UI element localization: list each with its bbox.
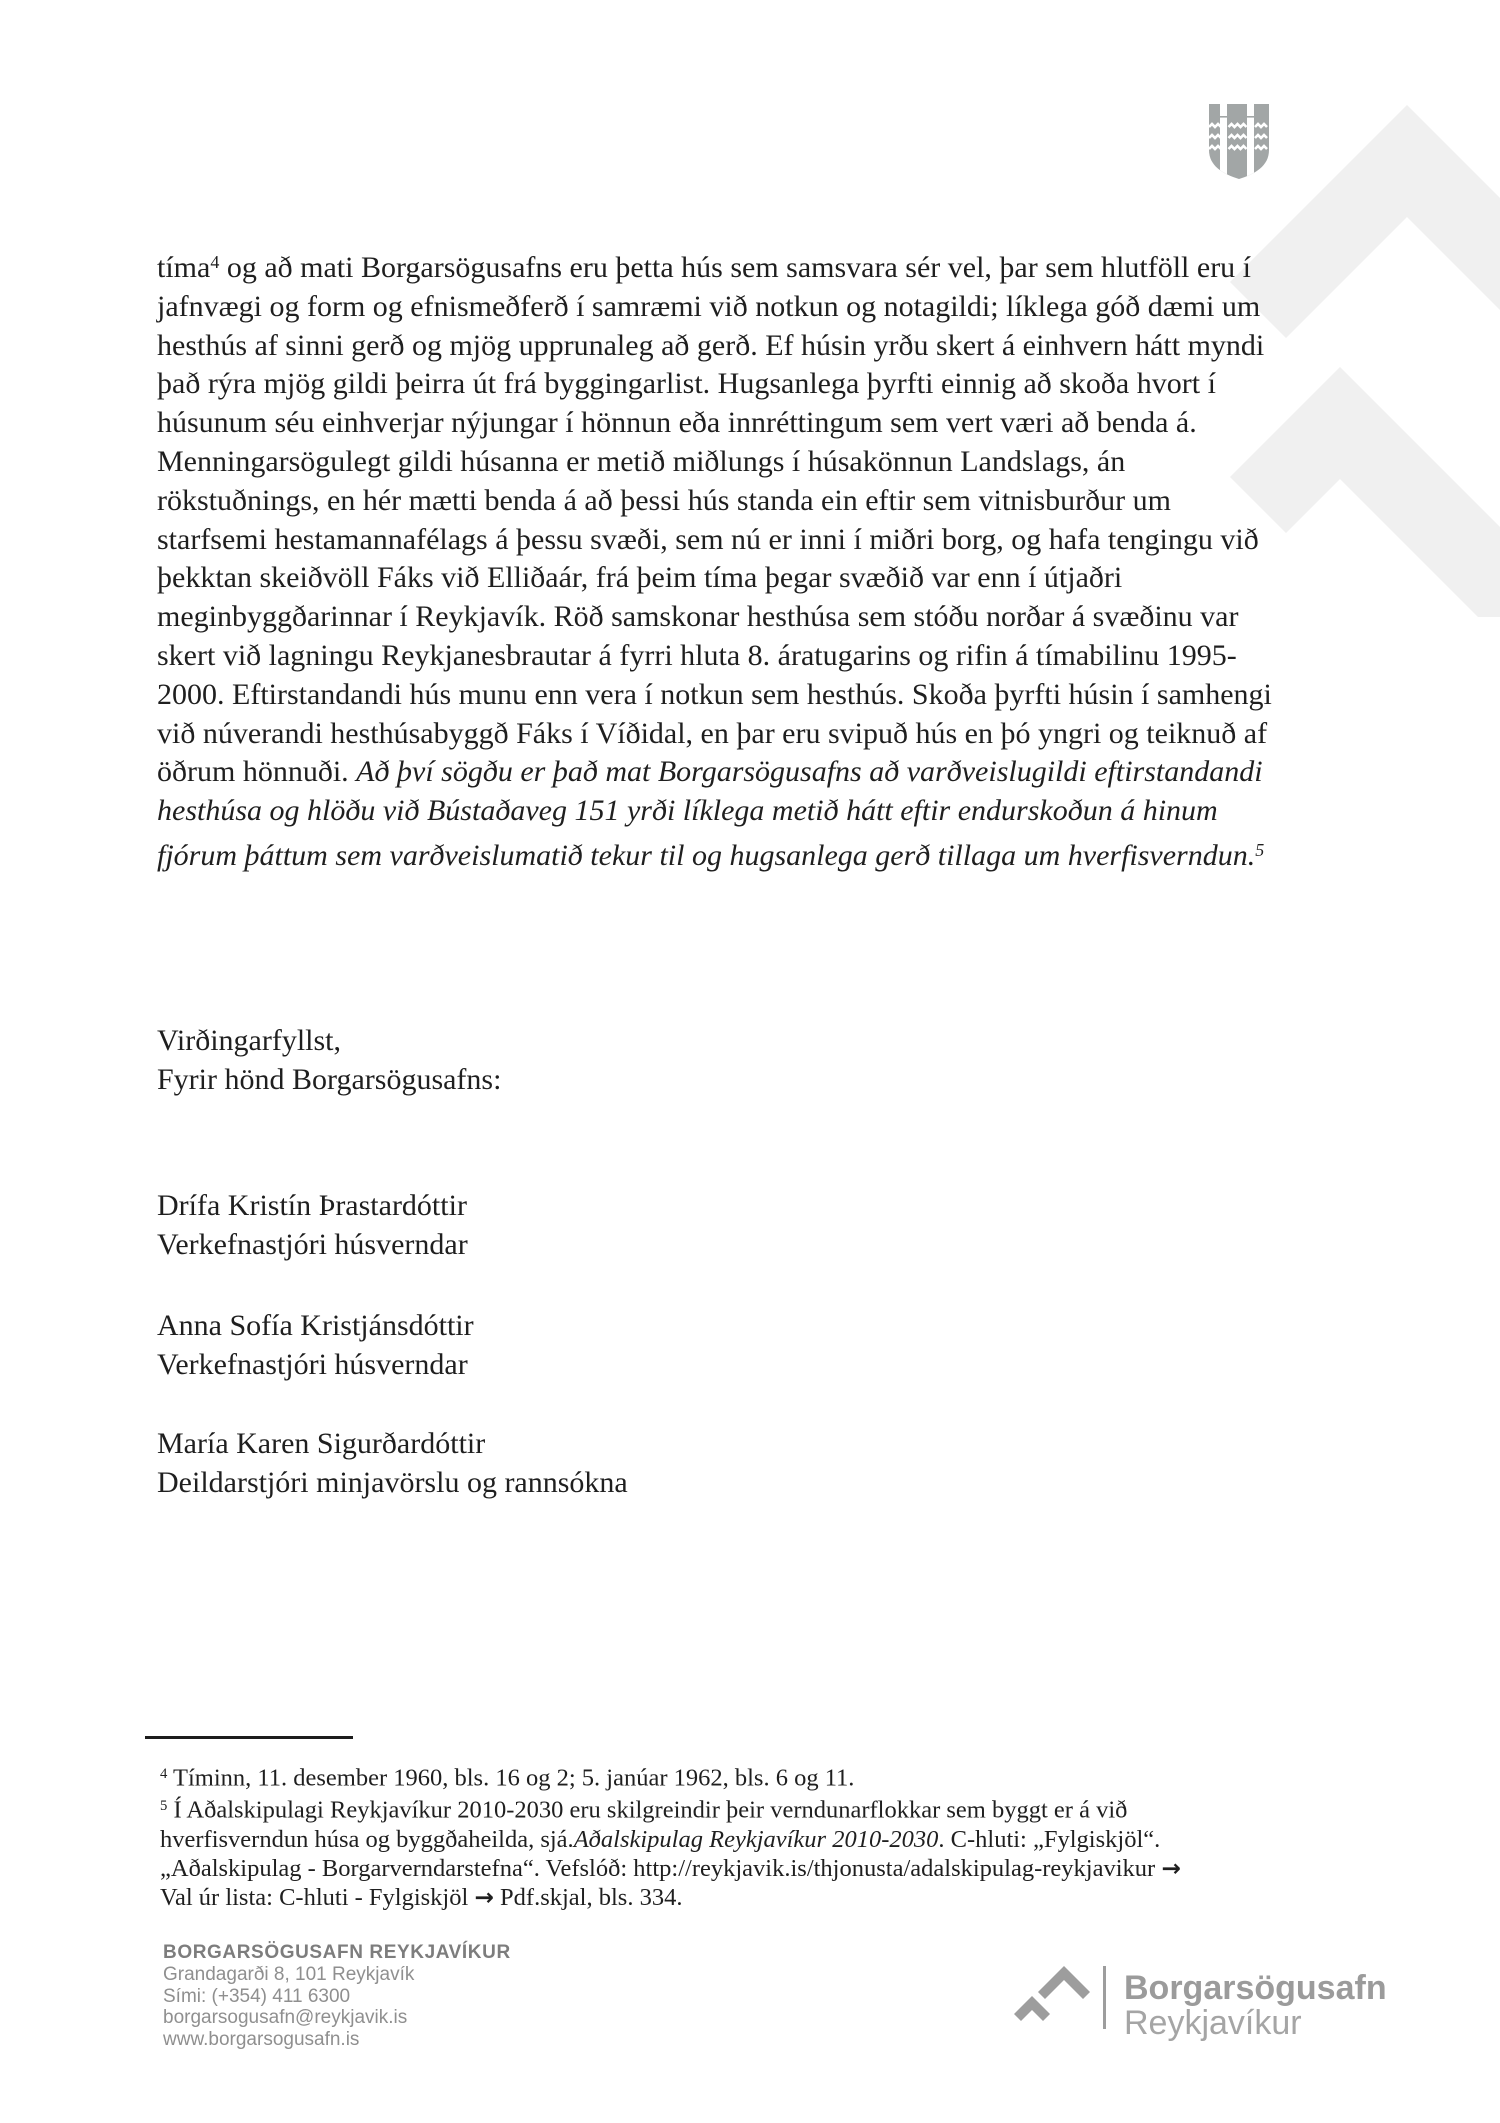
closing-block bbox=[157, 1022, 501, 1100]
signatory-name: María Karen Sigurðardóttir bbox=[157, 1427, 486, 1460]
signature-block bbox=[157, 1425, 628, 1503]
text-line: hverfisverndun húsa og byggðaheilda, sjá.Aðalskipulag Reykjavíkur 2010-2030. C-hluti: „Fylgiskjöl“. bbox=[160, 1825, 1161, 1853]
text-line: hesthúsa og hlöðu við Bústaðaveg 151 yrði líklega metið hátt eftir endurskoðun á hinum bbox=[157, 794, 1218, 828]
museum-logo-chevrons-icon bbox=[1002, 1958, 1094, 2035]
signature-block bbox=[157, 1307, 474, 1385]
text-line: öðrum hönnuði. Að því sögðu er það mat Borgarsögusafns að varðveislugildi eftirstandandi bbox=[157, 755, 1263, 789]
text-line: rökstuðnings, en hér mætti benda á að þessi hús standa ein eftir sem vitnisburður um bbox=[157, 483, 1171, 517]
footer-email: borgarsogusafn@reykjavik.is bbox=[163, 2007, 408, 2029]
text-line: 2000. Eftirstandandi hús munu enn vera í notkun sem hesthús. Skoða þyrfti húsin í samhengi bbox=[157, 677, 1272, 711]
footer-website: www.borgarsogusafn.is bbox=[163, 2029, 360, 2051]
text-line: húsunum séu einhverjar nýjungar í hönnun eða innréttingum sem vert væri að benda á. bbox=[157, 406, 1197, 440]
footer-address: Grandagarði 8, 101 Reykjavík bbox=[163, 1963, 415, 1985]
footnotes-block bbox=[160, 1760, 1340, 1912]
text-line: $^5$ Í Aðalskipulagi Reykjavíkur 2010-2030 eru skilgreindir þeir verndunarflokkar sem byggt er á við bbox=[160, 1796, 1128, 1824]
text-line: skert við lagningu Reykjanesbrautar á fyrri hluta 8. áratugarins og rifin á tímabilinu 1995- bbox=[157, 638, 1237, 672]
text-line: þekktan skeiðvöll Fáks við Elliðaár, frá þeim tíma þegar svæðið var enn í útjaðri bbox=[157, 561, 1123, 595]
body-paragraph bbox=[157, 243, 1357, 876]
footnote-separator bbox=[145, 1736, 353, 1739]
closing-on-behalf: Fyrir hönd Borgarsögusafns: bbox=[157, 1062, 502, 1096]
text-line: $^4$ Tíminn, 11. desember 1960, bls. 16 og 2; 5. janúar 1962, bls. 6 og 11. bbox=[160, 1764, 855, 1792]
signatory-title: Deildarstjóri minjavörslu og rannsókna bbox=[157, 1465, 628, 1499]
signatory-title: Verkefnastjóri húsverndar bbox=[157, 1347, 468, 1381]
footer-phone: Sími: (+354) 411 6300 bbox=[163, 1985, 351, 2007]
text-line: Val úr lista: C-hluti - Fylgiskjöl → Pdf.skjal, bls. 334. bbox=[160, 1883, 683, 1911]
text-line: við núverandi hesthúsabyggð Fáks í Víðidal, en þar eru svipuð hús en þó yngri og teiknuð af bbox=[157, 716, 1268, 750]
signatory-title: Verkefnastjóri húsverndar bbox=[157, 1227, 468, 1261]
text-line: „Aðalskipulag - Borgarverndarstefna“. Vefslóð: http://reykjavik.is/thjonusta/adalskipulag-reykjavikur → bbox=[160, 1854, 1181, 1882]
logo-city: Reykjavíkur bbox=[1124, 2004, 1302, 2042]
text-line: Menningarsögulegt gildi húsanna er metið miðlungs í húsakönnun Landslags, án bbox=[157, 444, 1126, 478]
signatory-name: Drífa Kristín Þrastardóttir bbox=[157, 1189, 467, 1222]
logo-name: Borgarsögusafn bbox=[1124, 1969, 1387, 2007]
text-line: meginbyggðarinnar í Reykjavík. Röð samskonar hesthúsa sem stóðu norðar á svæðinu var bbox=[157, 600, 1239, 634]
text-line: jafnvægi og form og efnismeðferð í samræmi við notkun og notagildi; líklega góð dæmi um bbox=[157, 289, 1261, 323]
logo-text bbox=[1124, 1971, 1387, 2041]
text-line: hesthús af sinni gerð og mjög upprunaleg að gerð. Ef húsin yrðu skert á einhvern hátt myndi bbox=[157, 328, 1265, 362]
reykjavik-coat-of-arms-icon bbox=[1209, 104, 1269, 184]
closing-salutation: Virðingarfyllst, bbox=[157, 1024, 341, 1057]
text-line: það rýra mjög gildi þeirra út frá byggingarlist. Hugsanlega þyrfti einnig að skoða hvort í bbox=[157, 367, 1216, 401]
footer-org-name: BORGARSÖGUSAFN REYKJAVÍKUR bbox=[163, 1942, 511, 1963]
footer-logo bbox=[1002, 1958, 1422, 2058]
footer-contact-block bbox=[163, 1942, 511, 2051]
signatory-name: Anna Sofía Kristjánsdóttir bbox=[157, 1309, 474, 1342]
signature-block bbox=[157, 1187, 468, 1265]
text-line: tíma$^4$ og að mati Borgarsögusafns eru þetta hús sem samsvara sér vel, þar sem hlutföll eru í bbox=[157, 251, 1252, 284]
text-line: fjórum þáttum sem varðveislumatið tekur til og hugsanlega gerð tillaga um hverfisverndun.$^5$ bbox=[157, 838, 1265, 872]
logo-separator bbox=[1103, 1966, 1106, 2029]
text-line: starfsemi hestamannafélags á þessu svæði, sem nú er inni í miðri borg, og hafa tengingu við bbox=[157, 522, 1259, 556]
